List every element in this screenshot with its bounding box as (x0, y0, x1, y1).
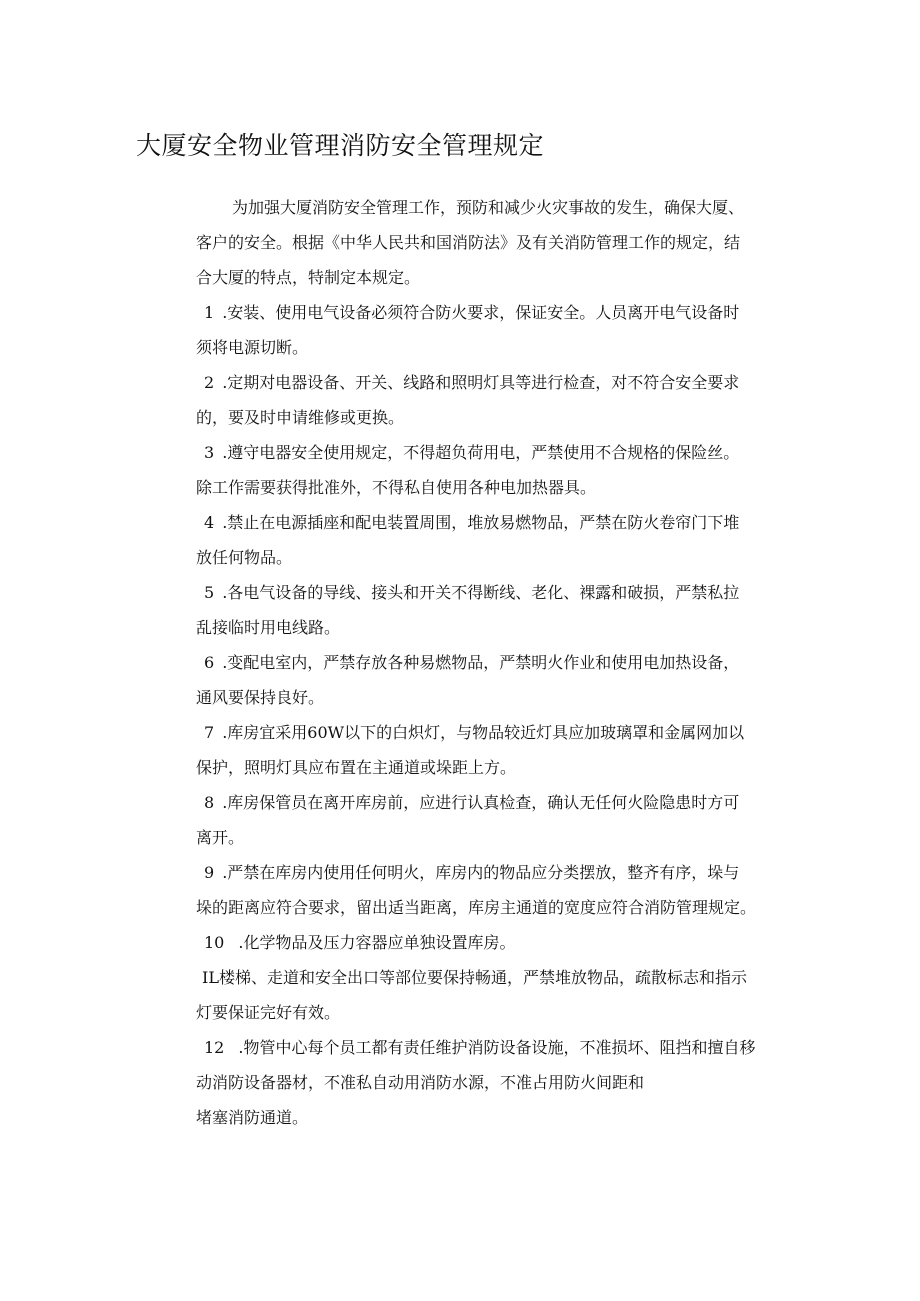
rule-number: 5 (204, 583, 215, 602)
rule-text: 须将电源切断。 (196, 338, 309, 357)
rule-number: 4 (204, 513, 215, 532)
rule-item-8 (196, 785, 796, 855)
rule-text: 灯要保证完好有效。 (196, 1003, 341, 1022)
rule-item-11 (196, 960, 796, 1030)
rule-text: 堵塞消防通道。 (196, 1108, 309, 1127)
rule-number: 12 (204, 1038, 225, 1057)
rule-text: .遵守电器安全使用规定，不得超负荷用电，严禁使用不合规格的保险丝。 (222, 443, 740, 462)
rule-number: 2 (204, 373, 215, 392)
rule-item-9 (196, 855, 796, 925)
rule-item-10 (196, 925, 796, 960)
rule-text: 楼梯、走道和安全出口等部位要保持畅通，严禁堆放物品，疏散标志和指示 (218, 968, 747, 987)
intro-paragraph (196, 190, 796, 295)
rule-text: .定期对电器设备、开关、线路和照明灯具等进行检查，对不符合安全要求 (222, 373, 740, 392)
rule-text: 垛的距离应符合要求，留出适当距离，库房主通道的宽度应符合消防管理规定。 (196, 898, 757, 917)
rule-number: 8 (204, 793, 215, 812)
intro-line: 合大厦的特点，特制定本规定。 (196, 268, 421, 287)
rule-item-12 (196, 1030, 796, 1135)
rule-text: .变配电室内，严禁存放各种易燃物品，严禁明火作业和使用电加热设备， (222, 653, 740, 672)
rule-text: 通风要保持良好。 (196, 688, 325, 707)
rule-item-2 (196, 365, 796, 435)
rule-text: 除工作需要获得批准外，不得私自使用各种电加热器具。 (196, 478, 597, 497)
rule-text: .禁止在电源插座和配电装置周围，堆放易燃物品，严禁在防火卷帘门下堆 (222, 513, 740, 532)
rule-text: .库房保管员在离开库房前，应进行认真检查，确认无任何火险隐患时方可 (222, 793, 740, 812)
rule-item-3 (196, 435, 796, 505)
rule-text: 离开。 (196, 828, 245, 847)
rule-text: .各电气设备的导线、接头和开关不得断线、老化、裸露和破损，严禁私拉 (222, 583, 740, 602)
rule-number: 6 (204, 653, 215, 672)
rule-item-1 (196, 295, 796, 365)
rule-text: .严禁在库房内使用任何明火，库房内的物品应分类摆放，整齐有序，垛与 (222, 863, 740, 882)
rule-item-6 (196, 645, 796, 715)
rule-text: 的，要及时申请维修或更换。 (196, 408, 405, 427)
rule-text: .物管中心每个员工都有责任维护消防设备设施，不准损坏、阻挡和擅自移 (238, 1038, 756, 1057)
intro-line: 为加强大厦消防安全管理工作，预防和减少火灾事故的发生，确保大厦、 (232, 198, 745, 217)
rule-number: IL (202, 968, 219, 987)
rule-text: 放任何物品。 (196, 548, 293, 567)
document-body (196, 190, 796, 1135)
rule-item-7 (196, 715, 796, 785)
rule-number: 3 (204, 443, 215, 462)
document-title: 大厦安全物业管理消防安全管理规定 (136, 131, 545, 160)
rule-text: 乱接临时用电线路。 (196, 618, 341, 637)
rule-text: 动消防设备器材，不准私自动用消防水源，不准占用防火间距和 (196, 1073, 645, 1092)
rule-text: .化学物品及压力容器应单独设置库房。 (238, 933, 516, 952)
rule-number: 7 (204, 723, 215, 742)
rule-item-5 (196, 575, 796, 645)
rule-number: 10 (204, 933, 225, 952)
rule-number: 9 (204, 863, 215, 882)
intro-line: 客户的安全。根据《中华人民共和国消防法》及有关消防管理工作的规定，结 (196, 233, 741, 252)
rule-text: .安装、使用电气设备必须符合防火要求，保证安全。人员离开电气设备时 (222, 303, 740, 322)
rule-text: 保护，照明灯具应布置在主通道或垛距上方。 (196, 758, 517, 777)
rule-text: .库房宜采用60W以下的白炽灯，与物品较近灯具应加玻璃罩和金属网加以 (222, 723, 745, 742)
rule-number: 1 (204, 303, 215, 322)
rule-item-4 (196, 505, 796, 575)
